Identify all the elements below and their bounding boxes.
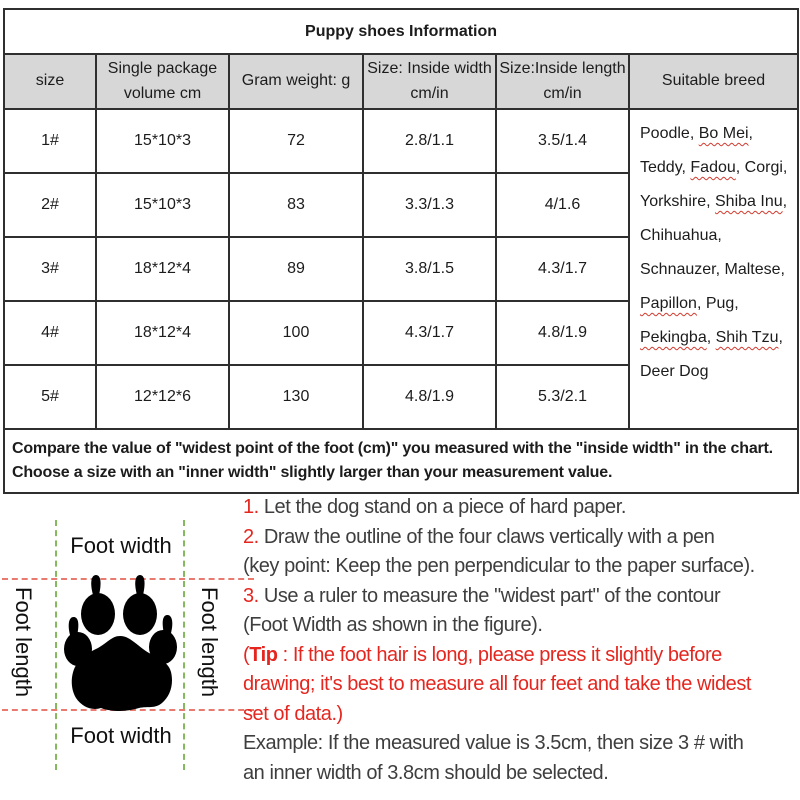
foot-width-label-bottom: Foot width [70,723,172,748]
foot-width-label-top: Foot width [70,533,172,558]
breed-line: Papillon, Pug, [640,295,739,312]
measurement-instructions [243,493,799,788]
instruction-line: (Foot Width as shown in the figure). [243,614,543,636]
table-row [4,109,798,173]
col-header-size: size [4,54,96,109]
page-title: Puppy shoes Information [4,9,798,54]
instruction-line: 2. Draw the outline of the four claws vertically with a pen [243,525,715,548]
breed-line: Pekingba, Shih Tzu, [640,329,783,346]
cell-weight: 89 [229,237,363,301]
sizing-note: Compare the value of "widest point of the foot (cm)" you measured with the "inside width" in the chart. Choose a size with an "inner width" slightly larger than your measurement value. [4,429,798,493]
breed-line: Deer Dog [640,363,709,380]
suitable-breed-cell [629,109,798,429]
cell-inside-width: 4.3/1.7 [363,301,496,365]
cell-weight: 100 [229,301,363,365]
cell-weight: 72 [229,109,363,173]
paw-print-icon [56,572,186,714]
col-header-inside-width: Size: Inside width cm/in [363,54,496,109]
foot-length-label-left: Foot length [11,587,36,698]
cell-inside-width: 3.8/1.5 [363,237,496,301]
table-header-row [4,54,798,109]
cell-volume: 18*12*4 [96,237,229,301]
size-chart-table [3,8,799,494]
cell-size: 1# [4,109,96,173]
cell-volume: 18*12*4 [96,301,229,365]
cell-inside-length: 4.3/1.7 [496,237,629,301]
cell-size: 5# [4,365,96,429]
cell-volume: 12*12*6 [96,365,229,429]
instruction-line: drawing; it's best to measure all four feet and take the widest [243,673,751,695]
cell-size: 2# [4,173,96,237]
col-header-suitable-breed: Suitable breed [629,54,798,109]
cell-weight: 83 [229,173,363,237]
instruction-line: an inner width of 3.8cm should be selected. [243,761,609,784]
breed-line: Chihuahua, [640,227,722,244]
table-note-row [4,429,798,493]
instruction-line: Example: If the measured value is 3.5cm, then size 3 # with [243,732,744,754]
cell-inside-width: 4.8/1.9 [363,365,496,429]
cell-inside-length: 5.3/2.1 [496,365,629,429]
instruction-line: (Tip : If the foot hair is long, please press it slightly before [243,643,722,666]
cell-volume: 15*10*3 [96,173,229,237]
table-title-row [4,9,798,54]
cell-size: 4# [4,301,96,365]
breed-line: Schnauzer, Maltese, [640,261,785,278]
cell-inside-width: 3.3/1.3 [363,173,496,237]
cell-inside-width: 2.8/1.1 [363,109,496,173]
col-header-gram-weight: Gram weight: g [229,54,363,109]
instruction-line: 1. Let the dog stand on a piece of hard paper. [243,496,626,518]
instruction-line: set of data.) [243,702,343,725]
instruction-line: 3. Use a ruler to measure the "widest part" of the contour [243,584,721,607]
cell-size: 3# [4,237,96,301]
foot-length-label-right: Foot length [197,587,222,698]
col-header-package-volume: Single package volume cm [96,54,229,109]
breed-line: Poodle, Bo Mei, [640,125,753,142]
breed-line: Teddy, Fadou, Corgi, [640,159,788,176]
breed-line: Yorkshire, Shiba Inu, [640,193,788,210]
cell-inside-length: 4.8/1.9 [496,301,629,365]
cell-weight: 130 [229,365,363,429]
cell-inside-length: 3.5/1.4 [496,109,629,173]
cell-volume: 15*10*3 [96,109,229,173]
instruction-line: (key point: Keep the pen perpendicular to the paper surface). [243,555,755,577]
cell-inside-length: 4/1.6 [496,173,629,237]
col-header-inside-length: Size:Inside length cm/in [496,54,629,109]
